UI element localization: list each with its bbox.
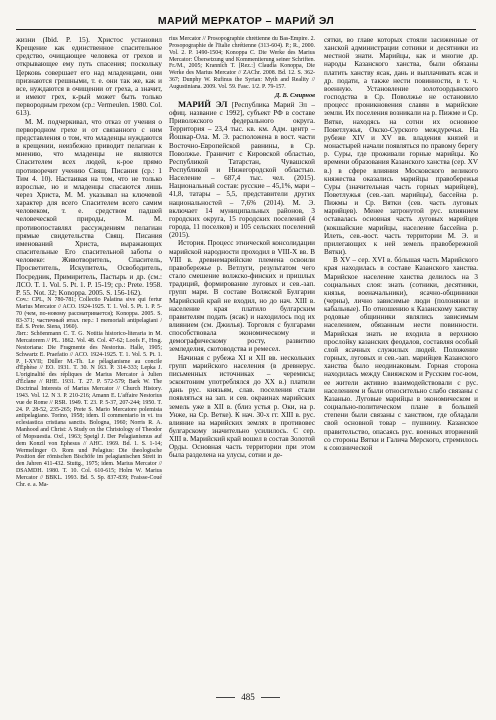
- paragraph: сятки, во главе которых стояли засиженные от ханской администрации сотники и десятники из местной знати. Марийцы, как и многие др. народы Казанского ханства, были обязаны платить ханству ясак, дань и выплачивать ясак и др. подати, а также нести повинности, в т. ч. военную. Установление золотоордынского господства в Ср. Поволжье не остановило процесс проникновения славян в марийские земли. Их поселения возникали на р. Пижме и Ср. Вятке, находясь на сотни их основное Поветлужья, Окско-Сурского междуречья. На рубеже XIV и XV вв. владения князей и монастырей начали появляться по правому берегу р. Суры, где проживали горные марийцы. Ко времени образования Казанского ханства (сер. XV в.) в сфере влияния Московского великого княжества оказались марийцы правобережья Суры (значительная часть горных марийцев), Поветлужья (сев.-зап. марийцы), бассейна р. Пижмы и Ср. Вятки (сев. часть луговых марийцев). Менее затронутой рус. влиянием оставалась основная часть луговых марийцев (кокшайские марийцы, население бассейна р. Илеть, сев.-вост. часть территории М. Э. и прилегающих к ней земель правобережной Вятки).: [324, 36, 478, 257]
- paragraph: Начиная с рубежа XI и XII вв. нескольких групп марийского населения (в древнерус. письменных источниках – черемисы; эсконтоним употреблялся до XX в.) платили дань рус. князьям, слав. поселения стали появляться на зап. и сев. окраинах марийских земель уже в XII в. (близ устья р. Оки, на р. Унже, на Ср. Ветке). К нач. 30-х гг. XIII в. рус. влияние на марийских землях в противовес булгарскому значительно усилилось. С сер. XIII в. Марийский край вошел в состав Золотой Орды. Основная часть территории при этом была разделена на улусы, сотни и де-: [169, 353, 315, 460]
- column-right: [324, 36, 478, 676]
- entry-intro: [169, 100, 315, 240]
- page-number-text: 485: [235, 692, 261, 702]
- column-middle: [169, 36, 315, 676]
- running-header-title: МАРИЙ МЕРКАТОР – МАРИЙ ЭЛ: [157, 15, 335, 27]
- entry-intro-text: [Республика Марий Эл – офиц. название с 1992], субъект РФ в составе Приволжского федерального округа. Территория – 23,4 тыс. кв. км. Адм. центр – Йошкар-Ола. М. Э. расположена в вост. части Восточно-Европейской равнины, в Ср. Поволжье. Граничит с Кировской областью, Республикой Татарстан, Чувашской Республикой и Нижегородской областью. Население – 687,4 тыс. чел. (2015). Национальный состав: русские – 45,1%, мари – 41,8, татары – 5,5, представители других национальностей – 7,6% (2014). М. Э. включает 14 муниципальных районов, 3 городских округа, 15 городских поселений (4 города, 11 поселков) и 105 сельских поселений (2015).: [169, 100, 315, 240]
- running-header: [16, 16, 476, 30]
- literature-list: Лит.: Schöenmann C. T. G. Notitia historico-literaria in M. Mercatorem // PL. 1862. Vol. 48. Col. 47-62; Loofs F., Hrsg. Nestoriana: Die Fragmente des Nestorius. Halle, 1905; Schwartz E. Praefatio // ACO. 1924-1925. T. 1. Vol. 5. Pt. 1. P. I-XVII; Düller M.-Th. Le pélagianisme au concile d'Éphèse // EO. 1931. T. 30. N 163. P. 314-333; Lepka J. L'originalité des répliques de Marius Mercator à Julien d'Éclane // RHE. 1931. T. 27. P. 572-579; Bark W. The Doctrinal Interests of Marius Mercator // Church History. 1943. Vol. 12. N 3. P. 210-216; Amann E. L'affaire Nestorius vue de Rome // RSR. 1949. T. 23. P. 5-37, 207-244; 1950. T. 24. P. 28-52, 235-265; Prete S. Mario Mercatore polemista antipelagiano. Torino, 1958; idem. Il commentario in vi. tra eclesiastica cristiana sanctis. Bologna, 1960; Norris R. A. Manhood and Christ: A Study on the Christology of Theodor of Mopsuestia. Oxf., 1963; Speigl J. Der Pelagianismus auf dem Konzil von Ephesus // AHC. 1969. Bd. 1. S. 1-14; Wermelinger O. Rom und Pelagius: Die theologische Position der römischen Bischöfe im pelagianischen Streit in den Jahren 411-432. Stuttg., 1975; idem. Marius Mercator // DSAMDH. 1980. T. 10. Col. 610-615; Holm W. Marius Mercator // BBKL. 1993. Bd. 5. Sp. 837-839; Fraisse-Coué Chr. e. a. Ma-: [16, 331, 162, 488]
- entry-headword: МАРИЙ ЭЛ: [178, 98, 228, 109]
- column-left: [16, 36, 162, 676]
- author-signature: Д. В. Смирнов: [274, 91, 315, 99]
- paragraph: В XV – сер. XVI в. бóльшая часть Марийского края находилась в составе Казанского ханства. Марийское население ханства делилось на 3 социальных слоя: знать (сотники, десятники, князья, военачальники), ясачно-общинники (черны), лично зависимые люди (полонянки и кабальные). По отношению к Казанскому ханству родовые общинники являлись зависимым населением, обязанным нести повинности. Марийская знать не входила в верхнюю прослойку казанских феодалов, составляя особый слой ясачных служилых людей. Положение горных, луговых и сев.-зап. марийцев Казанского ханства было неодинаковым. Горная сторона находилась между Свияжском и Русским гос-вом, ее жители активно взаимодействовали с рус. населением и были относительно слабо связаны с Казанью. Луговые марийцы в экономическом и социально-политическом плане в большей степени были связаны с ханством, где обладали свой основной товар – пушнину. Казанское правительство, опасаясь рус. военных вторжений со стороны Вятки и Галича Мерского, стремилось к союзнической: [324, 256, 478, 452]
- literature-list-continued: rius Mercator // Prosopographie chrétienne du Bas-Empire. 2. Prosopographie de l'Italie chrétienne (313-604). P.; R., 2000. Vol. 2. P. 1490-1504; Konoppa C. Die Werke des Marius Mercator: Übersetzung und Kommentierung seiner Schriften. Fr./M., 2005; Krannich T. [Rez.:] Claudia Konoppa, Die Werke des Marius Mercator // ZAChr. 2008. Bd. 12. S. 362-367; Dunphy W. Rufinus the Syrian: Myth and Reality // Augustiniana. 2009. Vol. 59. Fasc. 1/2. P. 79-157.: [169, 36, 315, 90]
- works-list: Соч.: CPL, N 780-781; Collectio Palatina sive qui fertur Marius Mercator // ACO. 1924-1925. T. 1. Vol. 5. Pt. 1. P. 5-70 (чем, по-новому рассматривается); Konoppa. 2005. S. 83-371; частичный итал. пер.: I memoriali antipelagiani / Ed. S. Prete. Siena, 1960).: [16, 297, 162, 331]
- paragraph: История. Процесс этнической консолидации марийской народности проходил в VIII-X вв. В VIII в. древнемарийские племена освоили правобережье р. Ветлуги, результатом чего стало смешение волжско-финских и пришлых традиций, формирование луговых и сев.-зап. групп мари. В составе Волжской Булгарии Марийский край не входил, но до нач. XIII в. население края платило булгарским правителям подать (ясак) и находилось под их влиянием (см. Джилья). Торговля с булгарами способствовала экономическому и демографическому росту, развитию земледелия, скотоводства и ремесел.: [169, 239, 315, 354]
- paragraph: жизни (Ibid. P. 15). Христос установил Крещение как единственное спасительное средство, очищающее человека от грехов и открывающее ему путь спасения; поскольку Церковь совершает его над младенцами, они признаются грешными, т. е. они так же, как и все, нуждаются в очищении от греха, а значит, и имеют грех, к-рый может быть только первородным грехом (ср.: Vermeulen. 1980. Col. 613).: [16, 36, 162, 118]
- paragraph: М. М. подчеркивал, что отказ от учения о первородном грехе и от связанного с ним представления о том, что младенцы нуждаются в крещении, неизбежно приводит пелагиан к мнению, что младенцы не являются Спасителем всех людей, к-рое прямо противоречит учению Свящ. Писания (ср.: 1 Тим 4. 10). Настаивая на том, что не только взрослые, но и младенцы спасаются лишь через Христа, М. М. указывал на ключевой характер для всего Спасителем всего самим человеком, т. е. средством падшей человеческой природы, М. М. противопоставлял рассуждениям пелагиан прямые свидетельства Свящ. Писания именований Христа, выражающих спасительные Его спасительной заботы о человеке: Животворитель, Спаситель, Просветитель, Искупитель, Освободитель, Посредник, Примиритель, Пастырь и др. (см.: ЛСО. Т. 1. Vol. 5. Pt. 1. P. 15-19; ср.: Prete. 1958. P. 55. Not. 32; Konoppa. 2005. S. 156-162).: [16, 117, 162, 297]
- page-number: [0, 692, 496, 702]
